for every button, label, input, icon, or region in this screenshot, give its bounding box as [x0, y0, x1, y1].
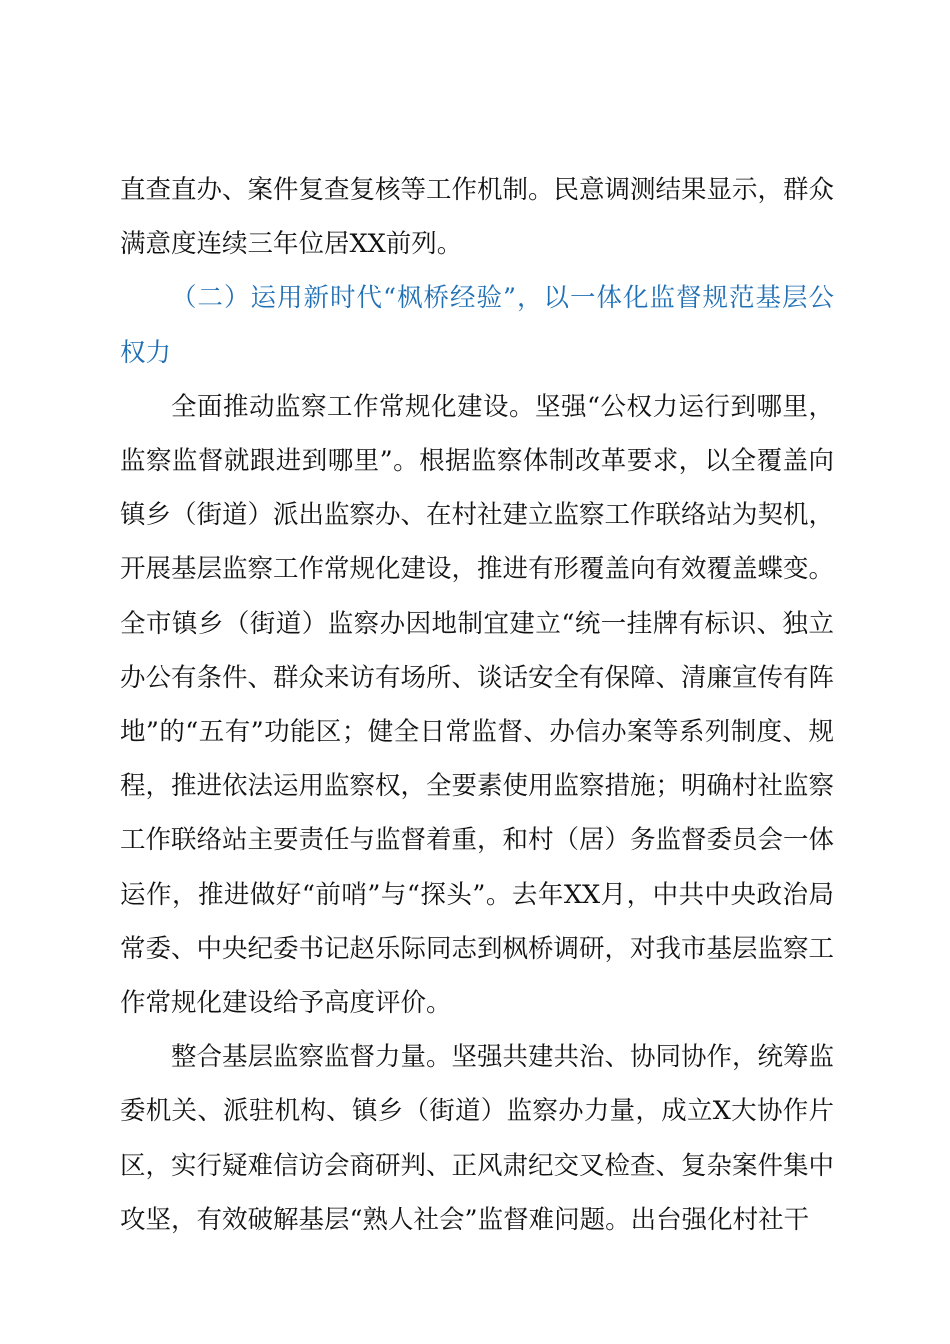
paragraph-supervision-normalization: 全面推动监察工作常规化建设。坚强“公权力运行到哪里，监察监督就跟进到哪里”。根据监察体制改革要求，以全覆盖向镇乡（街道）派出监察办、在村社建立监察工作联络站为契机，开展基层监察工作常规化建设，推进有形覆盖向有效覆盖蝶变。全市镇乡（街道）监察办因地制宜建立“统一挂牌有标识、独立办公有条件、群众来访有场所、谈话安全有保障、清廉宣传有阵地”的“五有”功能区；健全日常监督、办信办案等系列制度、规程，推进依法运用监察权，全要素使用监察措施；明确村社监察工作联络站主要责任与监督着重，和村（居）务监督委员会一体运作，推进做好“前哨”与“探头”。去年XX月，中共中央政治局常委、中央纪委书记赵乐际同志到枫桥调研，对我市基层监察工作常规化建设给予高度评价。 — [120, 391, 835, 1019]
document-body — [120, 163, 834, 1247]
section-heading: （二）运用新时代“枫桥经验”，以一体化监督规范基层公权力 — [120, 283, 834, 368]
paragraph-integrate-forces: 整合基层监察监督力量。坚强共建共治、协同协作，统筹监委机关、派驻机构、镇乡（街道）监察办力量，成立X大协作片区，实行疑难信访会商研判、正风肃纪交叉检查、复杂案件集中攻坚，有效破解基层“熟人社会”监督难问题。出台强化村社干 — [120, 1042, 835, 1235]
paragraph-continued: 直查直办、案件复查复核等工作机制。民意调测结果显示，群众满意度连续三年位居XX前列。 — [120, 175, 835, 260]
